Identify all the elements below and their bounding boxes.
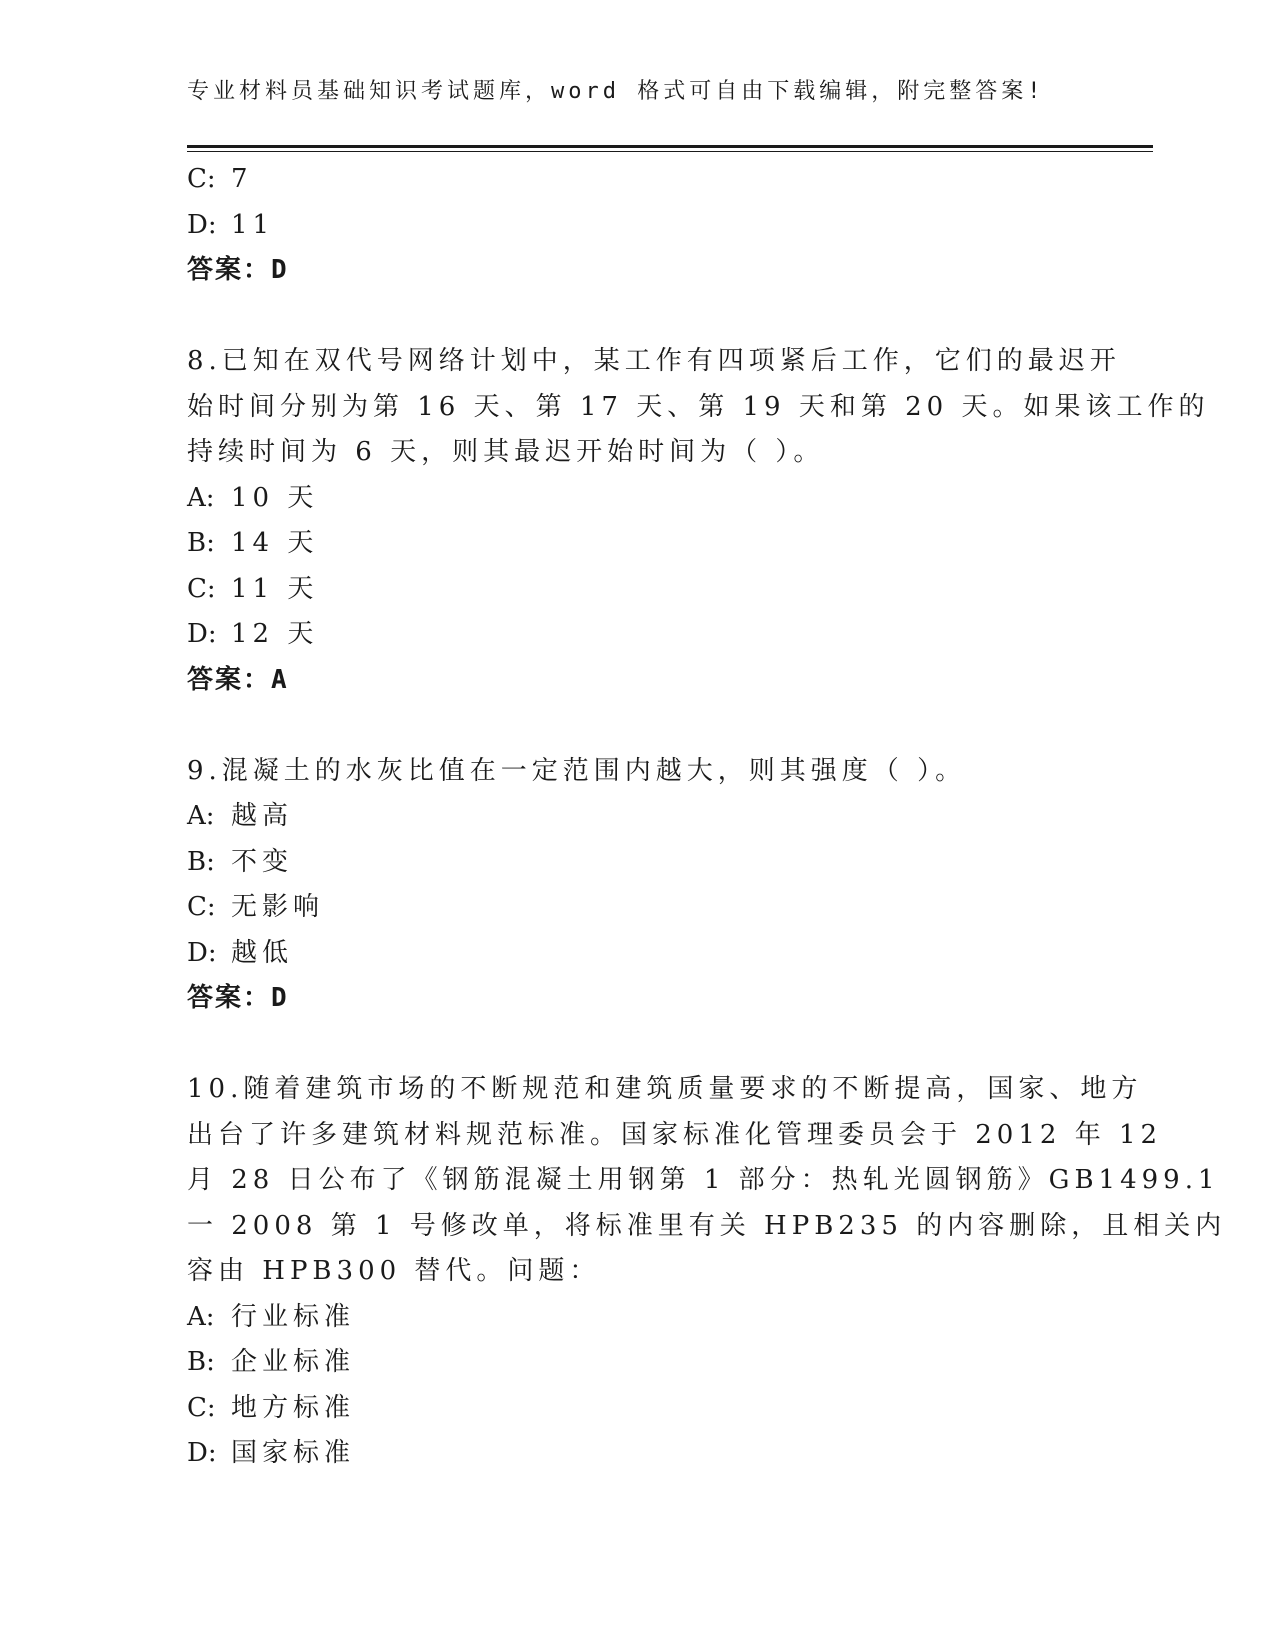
question-8-line-1: 8.已知在双代号网络计划中，某工作有四项紧后工作，它们的最迟开 <box>187 346 1121 376</box>
option-a: A: 行业标准 <box>187 1301 356 1332</box>
option-d: D: 11 <box>187 209 275 240</box>
option-d: D: 越低 <box>187 937 294 968</box>
question-8-line-3: 持续时间为 6 天，则其最迟开始时间为（ ）。 <box>187 437 825 467</box>
spacer <box>187 703 1077 749</box>
option-c: C: 地方标准 <box>187 1392 356 1423</box>
page-header: 专业材料员基础知识考试题库，word 格式可自由下载编辑，附完整答案! <box>187 79 1045 104</box>
option-b: B: 14 天 <box>187 528 319 558</box>
question-10-line-3: 月 28 日公布了《钢筋混凝土用钢第 1 部分：热轧光圆钢筋》GB1499.1 <box>187 1165 1220 1195</box>
option-d: D: 12 天 <box>187 619 319 649</box>
answer-line: 答案：D <box>187 255 289 285</box>
document-content <box>187 157 1227 1477</box>
question-8-line-2: 始时间分别为第 16 天、第 17 天、第 19 天和第 20 天。如果该工作的 <box>187 391 1210 422</box>
answer-line: 答案：D <box>187 983 289 1013</box>
question-10-line-5: 容由 HPB300 替代。问题： <box>187 1256 601 1286</box>
question-10-line-2: 出台了许多建筑材料规范标准。国家标准化管理委员会于 2012 年 12 <box>187 1119 1163 1150</box>
option-d: D: 国家标准 <box>187 1438 356 1468</box>
option-c: C: 11 天 <box>187 573 319 604</box>
option-a: A: 10 天 <box>187 482 319 513</box>
option-a: A: 越高 <box>187 801 294 831</box>
question-9-line-1: 9.混凝土的水灰比值在一定范围内越大，则其强度（ ）。 <box>187 755 967 786</box>
option-c: C: 无影响 <box>187 892 325 922</box>
option-b: B: 企业标准 <box>187 1347 356 1377</box>
header-rule-thick <box>187 145 1153 148</box>
header-rule-thin <box>187 151 1153 152</box>
option-c: C: 7 <box>187 164 253 194</box>
spacer <box>187 294 1077 340</box>
question-10-line-4: 一 2008 第 1 号修改单，将标准里有关 HPB235 的内容删除，且相关内 <box>187 1210 1227 1241</box>
question-10-line-1: 10.随着建筑市场的不断规范和建筑质量要求的不断提高，国家、地方 <box>187 1074 1143 1104</box>
spacer <box>187 1022 1077 1068</box>
answer-line: 答案：A <box>187 664 289 695</box>
option-b: B: 不变 <box>187 846 294 877</box>
